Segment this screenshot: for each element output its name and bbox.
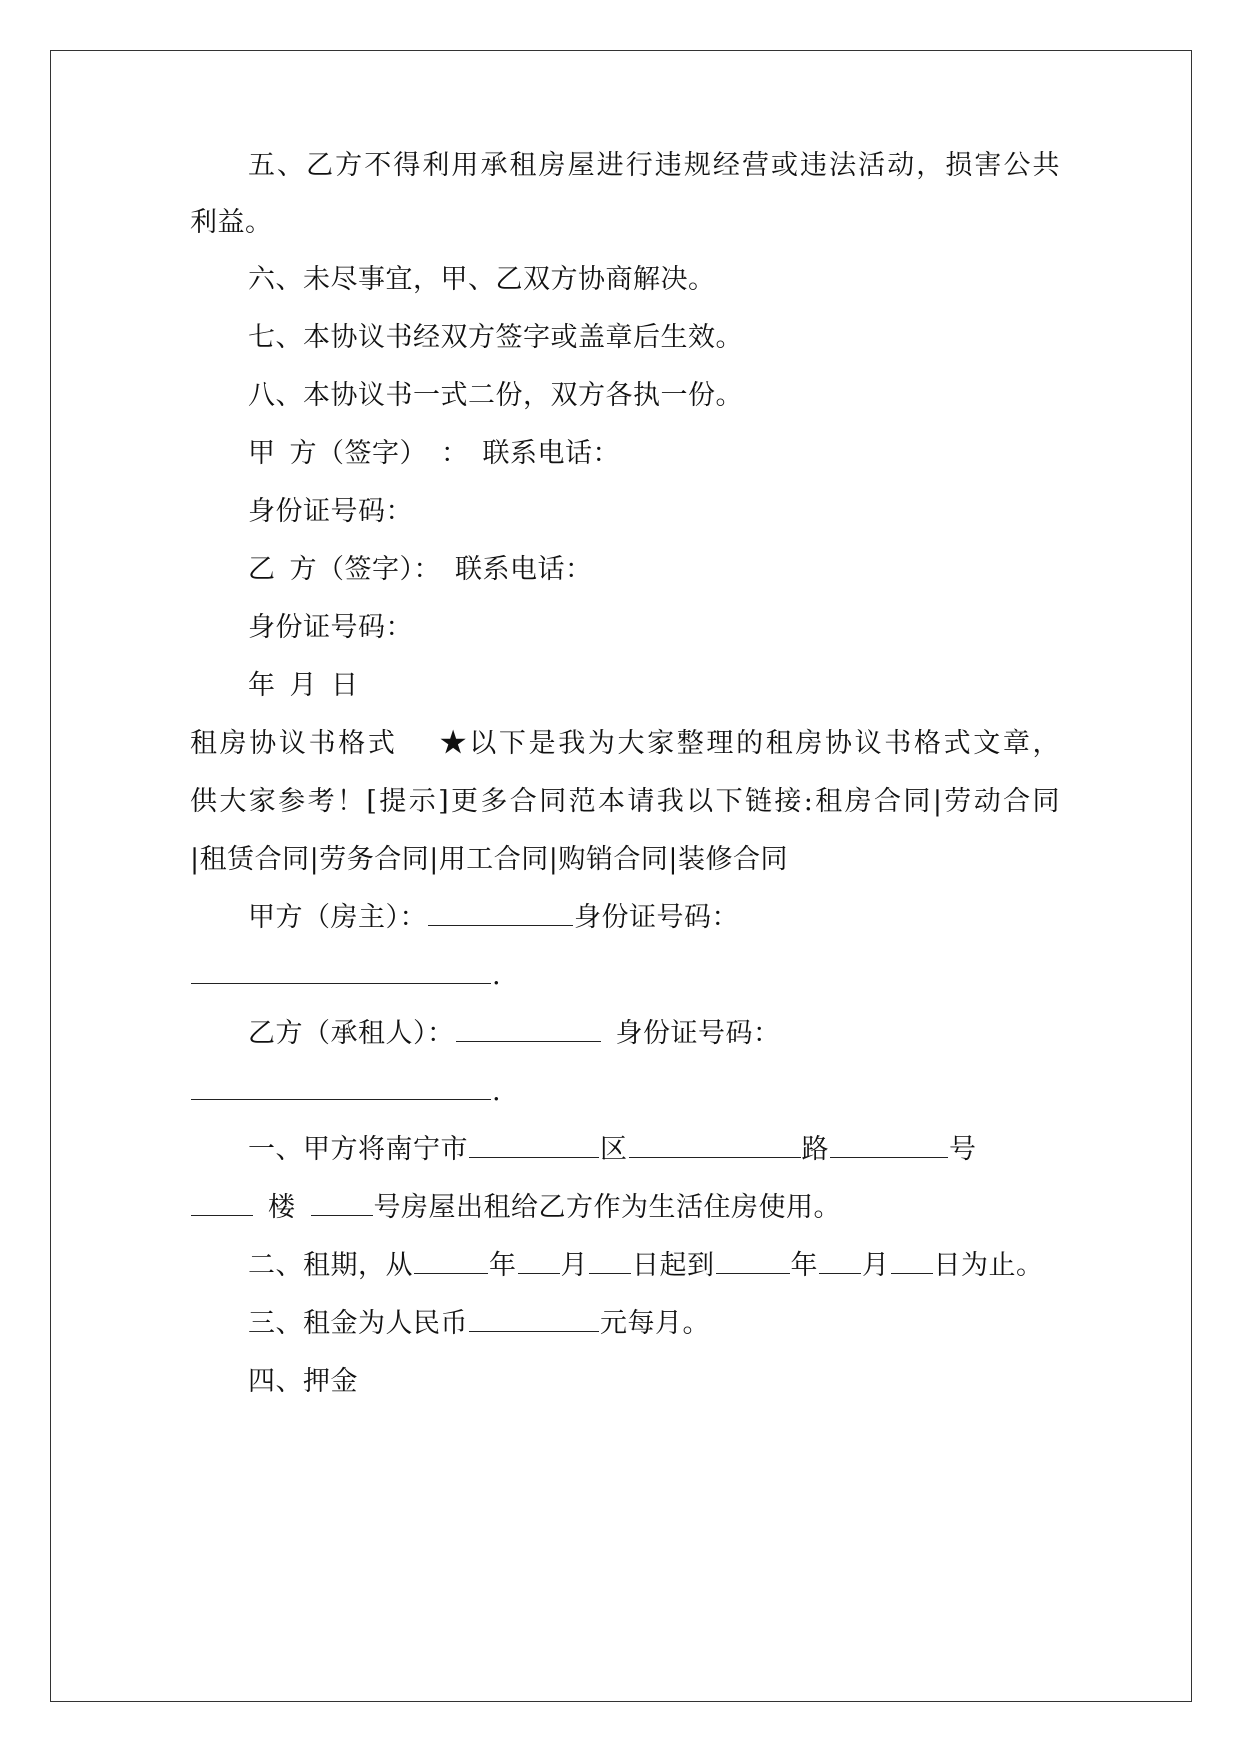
room-blank[interactable] xyxy=(311,1191,373,1216)
landlord-id-blank[interactable] xyxy=(191,959,491,984)
clause-1-city: 一、甲方将南宁市 xyxy=(248,1134,468,1165)
party-b-phone-label: 联系电话： xyxy=(455,554,593,585)
tenant-line xyxy=(248,1016,781,1052)
end-month-blank[interactable] xyxy=(819,1249,861,1274)
clause-7: 七、本协议书经双方签字或盖章后生效。 xyxy=(248,322,743,353)
party-a-sign-label: 方（签字） xyxy=(289,438,427,469)
date-line xyxy=(248,668,359,704)
clause-6: 六、未尽事宜，甲、乙双方协商解决。 xyxy=(248,264,716,295)
clause-3-end: 元每月。 xyxy=(600,1308,710,1339)
intro-line-1 xyxy=(190,726,1060,762)
intro-text-1: ★以下是我为大家整理的租房协议书格式文章， xyxy=(437,728,1060,759)
start-month-blank[interactable] xyxy=(518,1249,560,1274)
district-blank[interactable] xyxy=(469,1133,599,1158)
clause-2-start: 二、租期，从 xyxy=(248,1250,413,1281)
tenant-id-period: . xyxy=(492,1076,502,1107)
party-b-signature-line xyxy=(248,552,593,588)
landlord-name-blank[interactable] xyxy=(428,901,573,926)
tenant-id-label: 身份证号码： xyxy=(615,1018,781,1049)
party-a-label: 甲 xyxy=(248,438,276,469)
date-year: 年 xyxy=(248,670,276,701)
landlord-id-line xyxy=(190,958,501,994)
end-year-blank[interactable] xyxy=(716,1249,790,1274)
clause-1-district: 区 xyxy=(600,1134,628,1165)
road-blank[interactable] xyxy=(629,1133,801,1158)
rent-amount-blank[interactable] xyxy=(469,1307,599,1332)
landlord-id-period: . xyxy=(492,960,502,991)
tenant-label: 乙方（承租人）： xyxy=(248,1018,455,1049)
second-doc-title: 租房协议书格式 xyxy=(190,728,398,759)
party-b-sign-label: 方（签字）： xyxy=(289,554,441,585)
clause-8: 八、本协议书一式二份，双方各执一份。 xyxy=(248,380,743,411)
clause-1-number: 号 xyxy=(949,1134,977,1165)
start-year-blank[interactable] xyxy=(414,1249,488,1274)
clause-2-year: 年 xyxy=(489,1250,517,1281)
tenant-id-line xyxy=(190,1074,501,1110)
building-blank[interactable] xyxy=(191,1191,253,1216)
clause-2-month: 月 xyxy=(560,1250,588,1281)
party-a-phone-label: 联系电话： xyxy=(482,438,620,469)
intro-line-3: |租赁合同|劳务合同|用工合同|购销合同|装修合同 xyxy=(190,844,788,875)
clause-2-day-from: 日起到 xyxy=(632,1250,715,1281)
tenant-name-blank[interactable] xyxy=(456,1017,601,1042)
landlord-line xyxy=(248,900,739,936)
clause-2-year-2: 年 xyxy=(790,1250,818,1281)
clause-1-line-2 xyxy=(190,1190,841,1226)
party-b-id-label: 身份证号码： xyxy=(248,612,413,643)
start-day-blank[interactable] xyxy=(589,1249,631,1274)
date-month: 月 xyxy=(289,670,317,701)
clause-2-month-2: 月 xyxy=(862,1250,890,1281)
clause-2 xyxy=(248,1248,1044,1284)
date-day: 日 xyxy=(331,670,359,701)
clause-5-line-1: 五、乙方不得利用承租房屋进行违规经营或违法活动，损害公共 xyxy=(248,150,1060,181)
landlord-id-label: 身份证号码： xyxy=(574,902,739,933)
tenant-id-blank[interactable] xyxy=(191,1075,491,1100)
party-a-signature-line xyxy=(248,436,620,472)
clause-3-start: 三、租金为人民币 xyxy=(248,1308,468,1339)
party-b-label: 乙 xyxy=(248,554,276,585)
clause-5-line-2: 利益。 xyxy=(190,207,273,238)
clause-1-line-1 xyxy=(248,1132,977,1168)
party-a-id-label: 身份证号码： xyxy=(248,496,413,527)
clause-1-building: 楼 xyxy=(268,1192,296,1223)
clause-1-room: 号房屋出租给乙方作为生活住房使用。 xyxy=(373,1192,841,1223)
clause-3 xyxy=(248,1306,710,1342)
number-blank[interactable] xyxy=(830,1133,948,1158)
clause-2-end: 日为止。 xyxy=(933,1250,1044,1281)
end-day-blank[interactable] xyxy=(891,1249,933,1274)
party-a-colon: ： xyxy=(441,438,469,469)
clause-4: 四、押金 xyxy=(248,1366,358,1397)
clause-1-road: 路 xyxy=(801,1134,829,1165)
landlord-label: 甲方（房主）： xyxy=(248,902,427,933)
intro-line-2: 供大家参考！[提示]更多合同范本请我以下链接:租房合同|劳动合同 xyxy=(190,786,1060,817)
